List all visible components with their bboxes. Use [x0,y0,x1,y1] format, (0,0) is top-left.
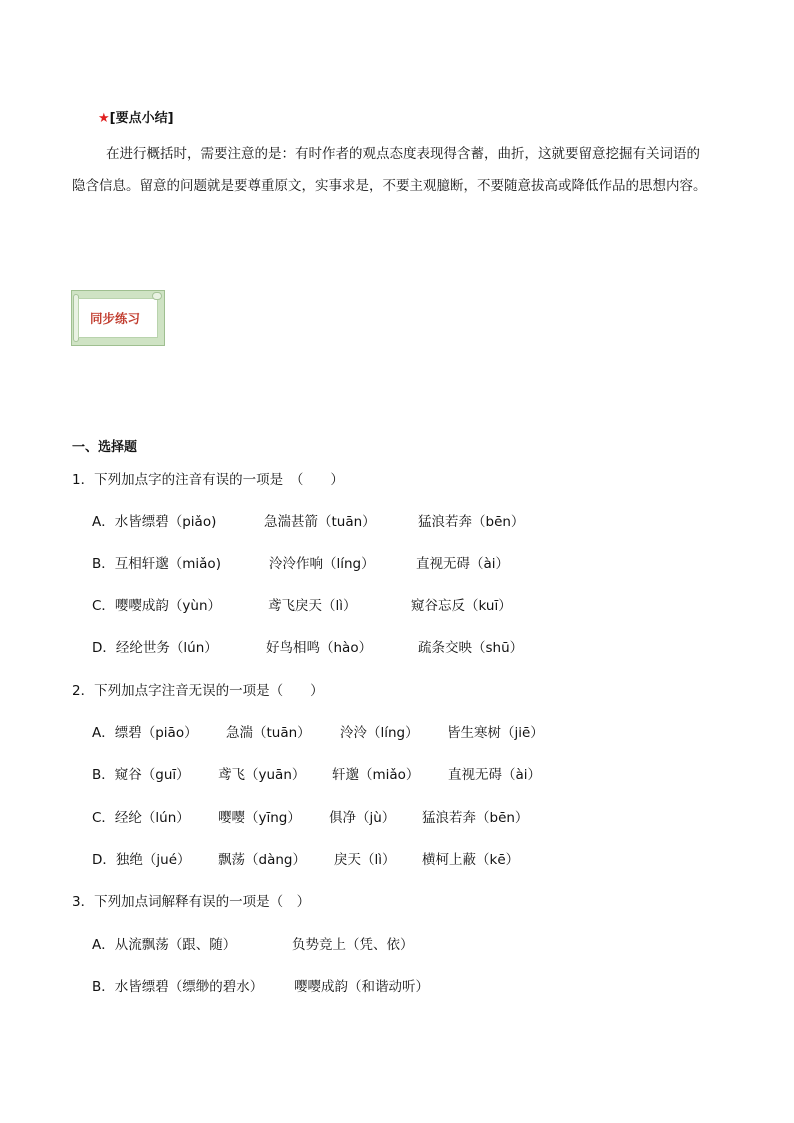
q2-option-c-4: 猛浪若奔（bēn） [422,810,529,826]
q1-option-d-3: 疏条交映（shū） [418,640,524,656]
q2-option-b-4: 直视无碍（ài） [448,767,542,783]
q3-option-b-1: B．水皆缥碧（缥缈的碧水） [92,979,264,995]
q1-option-c-2: 鸢飞戾天（lì） [268,598,357,614]
q1-option-a-3: 猛浪若奔（bēn） [418,514,525,530]
q2-option-a-4: 皆生寒树（jiē） [447,725,544,741]
banner-label: 同步练习 [90,311,141,326]
q1-option-c-3: 窥谷忘反（kuī） [411,598,512,614]
q3-option-a-2: 负势竞上（凭、依） [292,937,414,953]
summary-heading-text: [要点小结] [109,111,174,126]
practice-banner [71,290,165,346]
q2-option-b-3: 轩邈（miǎo） [332,767,420,783]
q1-option-d-2: 好鸟相鸣（hào） [266,640,373,656]
q2-option-b-1: B．窥谷（guī） [92,767,190,783]
q1-option-c-1: C．嘤嘤成韵（yùn） [92,598,222,614]
q2-option-c-1: C．经纶（lún） [92,810,190,826]
q2-option-c-3: 俱净（jù） [329,810,396,826]
q1-option-b-2: 泠泠作响（líng） [269,556,375,572]
q1-option-d-1: D．经纶世务（lún） [92,640,218,656]
q2-option-d-2: 飘荡（dàng） [218,852,306,868]
q2-option-a-1: A．缥碧（piāo） [92,725,198,741]
q2-option-d-1: D．独绝（jué） [92,852,191,868]
q1-option-b-3: 直视无碍（ài） [416,556,510,572]
section-title: 一、选择题 [72,440,138,455]
summary-paragraph-line1: 在进行概括时，需要注意的是：有时作者的观点态度表现得含蓄，曲折，这就要留意挖掘有关词语的 [106,146,700,162]
q2-option-a-2: 急湍（tuān） [226,725,311,741]
q3-option-a-1: A．从流飘荡（跟、随） [92,937,237,953]
q2-option-a-3: 泠泠（líng） [340,725,419,741]
question-3-stem: 3．下列加点词解释有误的一项是（ ） [72,894,311,910]
question-2-stem: 2．下列加点字注音无误的一项是（ ） [72,683,324,699]
q2-option-c-2: 嘤嘤（yīng） [218,810,301,826]
summary-heading [98,107,174,126]
q3-option-b-2: 嘤嘤成韵（和谐动听） [294,979,429,995]
q2-option-b-2: 鸢飞（yuān） [218,767,306,783]
q1-option-a-1: A．水皆缥碧（piǎo) [92,514,217,530]
q1-option-a-2: 急湍甚箭（tuān） [264,514,376,530]
summary-paragraph-line2: 隐含信息。留意的问题就是要尊重原文，实事求是，不要主观臆断，不要随意拔高或降低作品的思想内容。 [72,178,707,194]
q1-option-b-1: B．互相轩邈（miǎo) [92,556,221,572]
question-1-stem: 1．下列加点字的注音有误的一项是 （ ） [72,472,344,488]
q2-option-d-3: 戾天（lì） [334,852,396,868]
star-icon: ★ [98,111,110,126]
q2-option-d-4: 横柯上蔽（kē） [422,852,520,868]
scroll-curl-icon [152,292,162,300]
